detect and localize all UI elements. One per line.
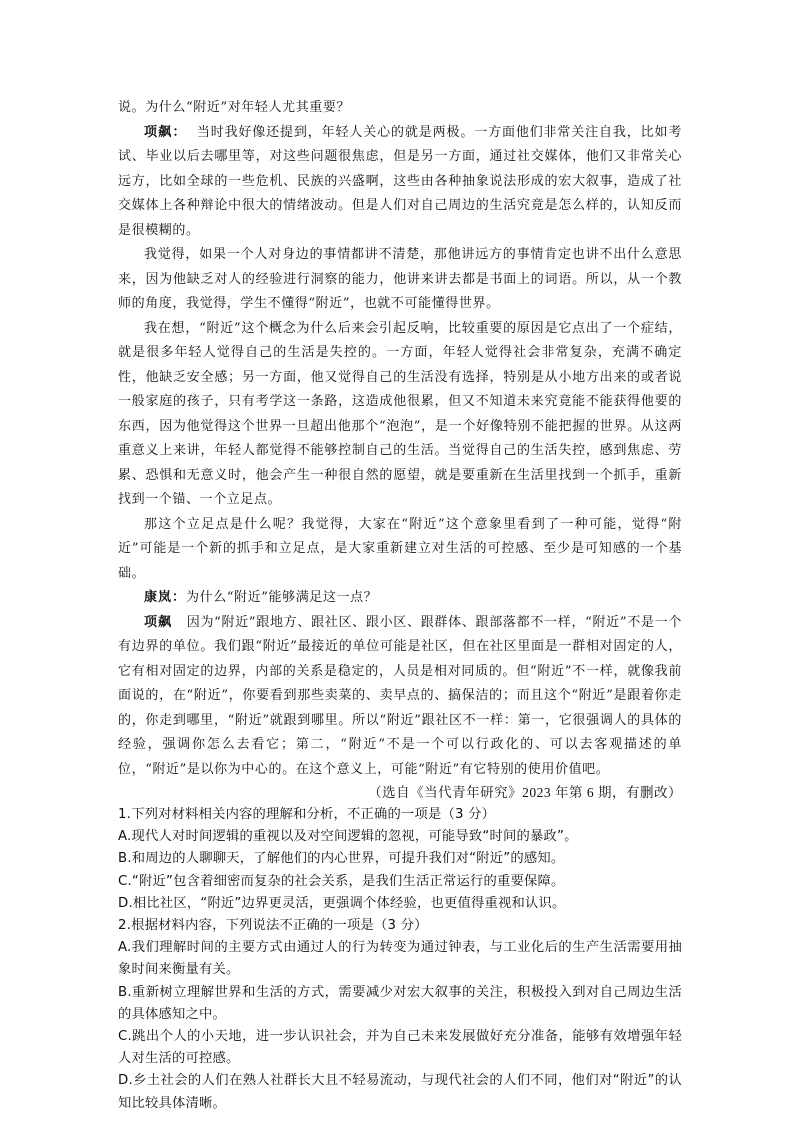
question-1-option-c: C.“附近”包含着细密而复杂的社会关系，是我们生活正常运行的重要保障。	[118, 873, 565, 889]
question-2-option-b: B.重新树立理解世界和生活的方式，需要减少对宏大叙事的关注，积极投入到对自己周边生活的具体感知之中。	[118, 984, 682, 1022]
question-2-option-d: D.乡土社会的人们在熟人社群长大且不轻易流动，与现代社会的人们不同，他们对“附近”的认知比较具体清晰。	[118, 1073, 682, 1111]
speaker-label: 康岚：	[144, 590, 187, 605]
question-2-option-c: C.跳出个人的小天地，进一步认识社会，并为自己未来发展做好充分准备，能够有效增强年轻人对生活的可控感。	[118, 1029, 682, 1067]
reading-passage	[118, 96, 682, 782]
passage-paragraph-4: 那这个立足点是什么呢？我觉得，大家在“附近”这个意象里看到了一种可能，觉得“附近”可能是一个新的抓手和立足点，是大家重新建立对生活的可控感、至少是可知感的一个基础。	[118, 516, 682, 581]
paragraph-text: 因为“附近”跟地方、跟社区、跟小区、跟群体、跟部落都不一样，“附近”不是一个有边界的单位。我们跟“附近”最接近的单位可能是社区，但在社区里面是一群相对固定的人，它有相对固定的边界，内部的关系是稳定的，人员是相对同质的。但“附近”不一样，就像我前面说的，在“附近”，你要看到那些卖菜的、卖早点的、搞保洁的；而且这个“附近”是跟着你走的，你走到哪里，“附近”就跟到哪里。所以“附近”跟社区不一样：第一，它很强调人的具体的经验，强调你怎么去看它；第二，“附近”不是一个可以行政化的、可以去客观描述的单位，“附近”是以你为中心的。在这个意义上，可能“附近”有它特别的使用价值吧。	[118, 614, 682, 777]
paragraph-text: 当时我好像还提到，年轻人关心的就是两极。一方面他们非常关注自我，比如考试、毕业以后去哪里等，对这些问题很焦虑，但是另一方面，通过社交媒体，他们又非常关心远方，比如全球的一些危机、民族的兴盛啊，这些由各种抽象说法形成的宏大叙事，造成了社交媒体上各种辩论中很大的情绪波动。但是人们对自己周边的生活究竟是怎么样的，认知反而是很模糊的。	[118, 124, 682, 238]
speaker-label: 项飙：	[144, 124, 187, 140]
question-1-stem: 1.下列对材料相关内容的理解和分析，不正确的一项是（3 分）	[118, 807, 496, 822]
paragraph-text: 为什么“附近”能够满足这一点？	[186, 590, 378, 605]
passage-paragraph-3: 我在想，“附近”这个概念为什么后来会引起反响，比较重要的原因是它点出了一个症结，就是很多年轻人觉得自己的生活是失控的。一方面，年轻人觉得社会非常复杂，充满不确定性，他缺乏安全感；另一方面，他又觉得自己的生活没有选择，特别是从小地方出来的或者说一般家庭的孩子，只有考学这一条路，这造成他很累，但又不知道未来究竟能不能获得他要的东西，因为他觉得这个世界一旦超出他那个“泡泡”，是一个好像特别不能把握的世界。从这两重意义上来讲，年轻人都觉得不能够控制自己的生活。当觉得自己的生活失控，感到焦虑、劳累、恐惧和无意义时，他会产生一种很自然的愿望，就是要重新在生活里找到一个抓手，重新找到一个锚、一个立足点。	[118, 320, 682, 507]
exam-page	[118, 96, 682, 1115]
passage-line-start: 说。为什么“附近”对年轻人尤其重要？	[118, 100, 351, 115]
passage-paragraph-5	[118, 586, 682, 611]
question-2-option-a: A.我们理解时间的主要方式由通过人的行为转变为通过钟表，与工业化后的生产生活需要用抽象时间来衡量有关。	[118, 940, 682, 978]
passage-paragraph-6	[118, 611, 682, 783]
questions-section	[118, 804, 682, 1115]
question-1-option-a: A.现代人对时间逻辑的重视以及对空间逻辑的忽视，可能导致“时间的暴政”。	[118, 829, 578, 845]
passage-paragraph-2: 我觉得，如果一个人对身边的事情都讲不清楚，那他讲远方的事情肯定也讲不出什么意思来，因为他缺乏对人的经验进行洞察的能力，他讲来讲去都是书面上的词语。所以，从一个教师的角度，我觉得，学生不懂得“附近”，也就不可能懂得世界。	[118, 247, 682, 311]
question-1-option-d: D.相比社区，“附近”边界更灵活，更强调个体经验，也更值得重视和认识。	[118, 895, 566, 911]
speaker-label: 项飙	[144, 614, 173, 630]
question-2-stem: 2.根据材料内容，下列说法不正确的一项是（3 分）	[118, 918, 428, 934]
question-1-option-b: B.和周边的人聊聊天，了解他们的内心世界，可提升我们对“附近”的感知。	[118, 851, 565, 867]
source-citation: （选自《当代青年研究》2023 年第 6 期，有删改）	[368, 785, 682, 800]
passage-paragraph-1	[118, 121, 682, 244]
